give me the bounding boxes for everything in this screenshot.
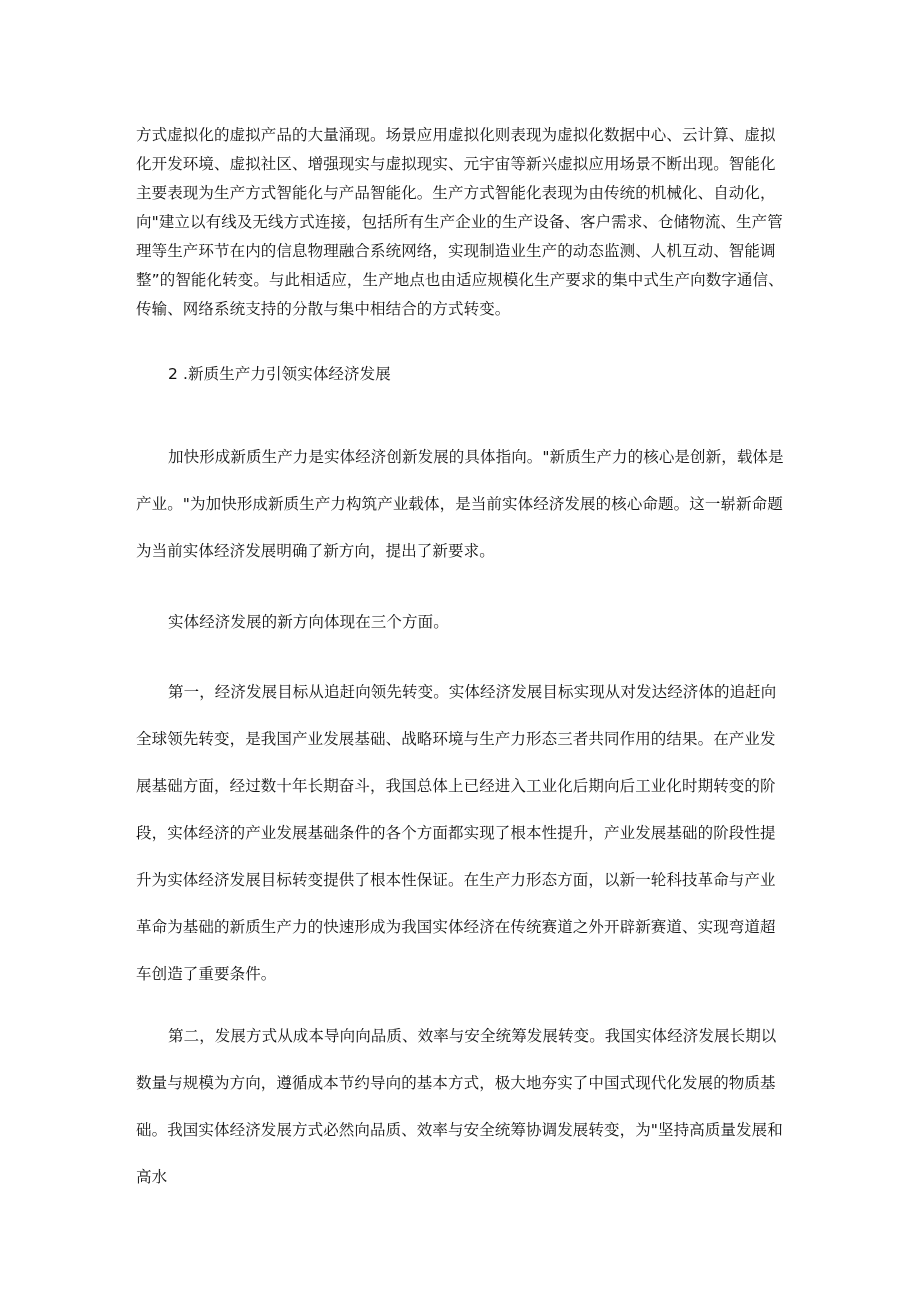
- paragraph-second-aspect: 第二，发展方式从成本导向向品质、效率与安全统筹发展转变。我国实体经济发展长期以数量与规模为方向，遵循成本节约导向的基本方式，极大地夯实了中国式现代化发展的物质基础。我国实体经济发展方式必然向品质、效率与安全统筹协调发展转变，为"坚持高质量发展和高水: [136, 1027, 783, 1186]
- paragraph-first-aspect: 第一，经济发展目标从追赶向领先转变。实体经济发展目标实现从对发达经济体的追赶向全球领先转变，是我国产业发展基础、战略环境与生产力形态三者共同作用的结果。在产业发展基础方面，经过数十年长期奋斗，我国总体上已经进入工业化后期向后工业化时期转变的阶段，实体经济的产业发展基础条件的各个方面都实现了根本性提升，产业发展基础的阶段性提升为实体经济发展目标转变提供了根本性保证。在生产力形态方面，以新一轮科技革命与产业革命为基础的新质生产力的快速形成为我国实体经济在传统赛道之外开辟新赛道、实现弯道超车创造了重要条件。: [136, 683, 777, 983]
- paragraph-virtualization-intelligence: 方式虚拟化的虚拟产品的大量涌现。场景应用虚拟化则表现为虚拟化数据中心、云计算、虚拟化开发环境、虚拟社区、增强现实与虚拟现实、元宇宙等新兴虚拟应用场景不断出现。智能化主要表现为生产方式智能化与产品智能化。生产方式智能化表现为由传统的机械化、自动化，向"建立以有线及无线方式连接，包括所有生产企业的生产设备、客户需求、仓储物流、生产管理等生产环节在内的信息物理融合系统网络，实现制造业生产的动态监测、人机互动、智能调整”的智能化转变。与此相适应，生产地点也由适应规模化生产要求的集中式生产向数字通信、传输、网络系统支持的分散与集中相结合的方式转变。: [136, 126, 784, 318]
- paragraph-three-aspects: 实体经济发展的新方向体现在三个方面。: [168, 613, 449, 631]
- paragraph-new-productivity-intro: 加快形成新质生产力是实体经济创新发展的具体指向。"新质生产力的核心是创新，载体是产业。"为加快形成新质生产力构筑产业载体，是当前实体经济发展的核心命题。这一崭新命题为当前实体经济发展明确了新方向，提出了新要求。: [136, 448, 784, 560]
- section-heading: 2 .新质生产力引领实体经济发展: [168, 365, 391, 383]
